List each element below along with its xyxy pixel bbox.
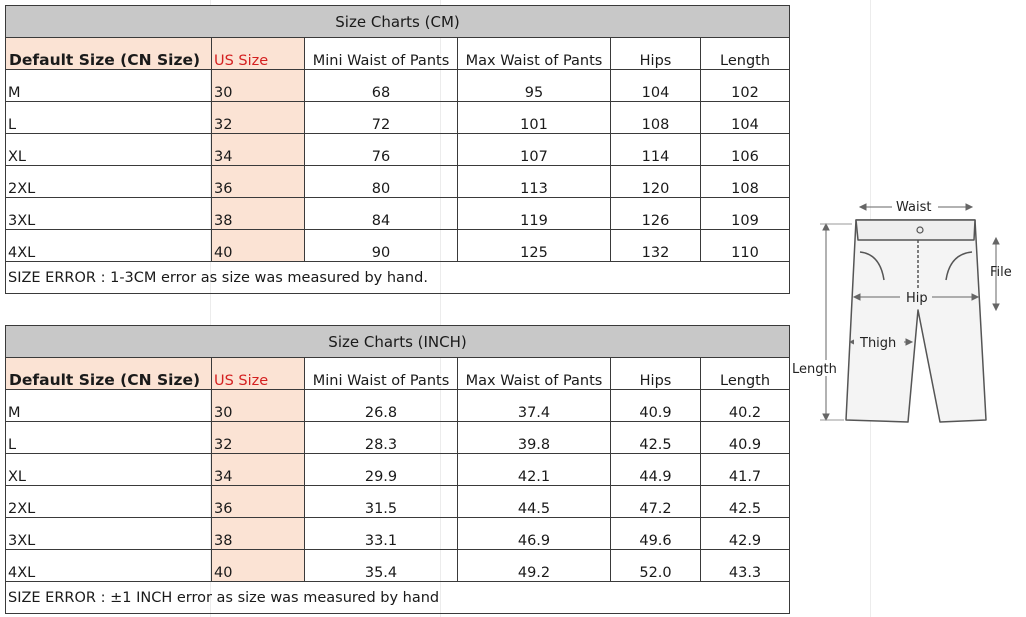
cell-max-waist: 113 bbox=[458, 166, 611, 198]
cell-max-waist: 107 bbox=[458, 134, 611, 166]
cell-max-waist: 101 bbox=[458, 102, 611, 134]
table-row bbox=[6, 70, 790, 102]
cell-us-size: 36 bbox=[212, 166, 305, 198]
cell-min-waist: 72 bbox=[305, 102, 458, 134]
col-header-us-size: US Size bbox=[212, 358, 305, 390]
cell-min-waist: 29.9 bbox=[305, 454, 458, 486]
col-header-max-waist: Max Waist of Pants bbox=[458, 358, 611, 390]
cell-cn-size: XL bbox=[6, 454, 212, 486]
cell-cn-size: 4XL bbox=[6, 550, 212, 582]
cell-us-size: 40 bbox=[212, 550, 305, 582]
cell-hips: 42.5 bbox=[611, 422, 701, 454]
table-row bbox=[6, 198, 790, 230]
table-row bbox=[6, 518, 790, 550]
col-header-length: Length bbox=[701, 358, 790, 390]
col-header-length: Length bbox=[701, 38, 790, 70]
cell-max-waist: 44.5 bbox=[458, 486, 611, 518]
table-header-row bbox=[6, 358, 790, 390]
cell-hips: 49.6 bbox=[611, 518, 701, 550]
table-row bbox=[6, 550, 790, 582]
table-title-row bbox=[6, 326, 790, 358]
col-header-min-waist: Mini Waist of Pants bbox=[305, 358, 458, 390]
cell-us-size: 36 bbox=[212, 486, 305, 518]
cell-hips: 40.9 bbox=[611, 390, 701, 422]
pants-outline bbox=[846, 220, 986, 422]
pants-diagram-svg bbox=[790, 190, 1026, 430]
table-title: Size Charts (CM) bbox=[6, 6, 790, 38]
table-row bbox=[6, 486, 790, 518]
col-header-hips: Hips bbox=[611, 38, 701, 70]
cell-length: 102 bbox=[701, 70, 790, 102]
cell-us-size: 38 bbox=[212, 198, 305, 230]
cell-length: 110 bbox=[701, 230, 790, 262]
cell-cn-size: XL bbox=[6, 134, 212, 166]
cell-hips: 104 bbox=[611, 70, 701, 102]
table-title-row bbox=[6, 6, 790, 38]
cell-us-size: 38 bbox=[212, 518, 305, 550]
cell-hips: 114 bbox=[611, 134, 701, 166]
cell-us-size: 34 bbox=[212, 454, 305, 486]
size-error-note: SIZE ERROR : ±1 INCH error as size was measured by hand bbox=[6, 582, 790, 614]
cell-cn-size: 2XL bbox=[6, 166, 212, 198]
pants-measurement-diagram bbox=[790, 190, 1026, 430]
cell-hips: 126 bbox=[611, 198, 701, 230]
cell-max-waist: 39.8 bbox=[458, 422, 611, 454]
cell-min-waist: 26.8 bbox=[305, 390, 458, 422]
cell-length: 104 bbox=[701, 102, 790, 134]
cell-min-waist: 84 bbox=[305, 198, 458, 230]
table-row bbox=[6, 390, 790, 422]
size-chart-cm bbox=[5, 5, 790, 294]
table-note-row bbox=[6, 262, 790, 294]
cell-cn-size: 3XL bbox=[6, 518, 212, 550]
cell-cn-size: 4XL bbox=[6, 230, 212, 262]
cell-cn-size: 3XL bbox=[6, 198, 212, 230]
cell-us-size: 40 bbox=[212, 230, 305, 262]
cell-length: 106 bbox=[701, 134, 790, 166]
cell-max-waist: 37.4 bbox=[458, 390, 611, 422]
table-row bbox=[6, 422, 790, 454]
table-row bbox=[6, 230, 790, 262]
table-title: Size Charts (INCH) bbox=[6, 326, 790, 358]
col-header-min-waist: Mini Waist of Pants bbox=[305, 38, 458, 70]
cell-us-size: 30 bbox=[212, 390, 305, 422]
table-note-row bbox=[6, 582, 790, 614]
table-row bbox=[6, 454, 790, 486]
col-header-cn-size: Default Size (CN Size) bbox=[6, 358, 212, 390]
cell-min-waist: 35.4 bbox=[305, 550, 458, 582]
cell-min-waist: 80 bbox=[305, 166, 458, 198]
hip-label: Hip bbox=[906, 291, 928, 306]
col-header-cn-size: Default Size (CN Size) bbox=[6, 38, 212, 70]
table-header-row bbox=[6, 38, 790, 70]
table-row bbox=[6, 166, 790, 198]
cell-max-waist: 49.2 bbox=[458, 550, 611, 582]
table-row bbox=[6, 134, 790, 166]
waistband bbox=[856, 220, 975, 240]
cell-max-waist: 125 bbox=[458, 230, 611, 262]
cell-min-waist: 33.1 bbox=[305, 518, 458, 550]
cell-hips: 47.2 bbox=[611, 486, 701, 518]
cell-max-waist: 42.1 bbox=[458, 454, 611, 486]
length-label: Length bbox=[792, 362, 837, 377]
waist-label: Waist bbox=[896, 200, 932, 215]
cell-hips: 52.0 bbox=[611, 550, 701, 582]
cell-length: 41.7 bbox=[701, 454, 790, 486]
cell-length: 108 bbox=[701, 166, 790, 198]
thigh-label: Thigh bbox=[860, 336, 897, 351]
cell-max-waist: 119 bbox=[458, 198, 611, 230]
col-header-max-waist: Max Waist of Pants bbox=[458, 38, 611, 70]
size-error-note: SIZE ERROR : 1-3CM error as size was measured by hand. bbox=[6, 262, 790, 294]
cell-cn-size: 2XL bbox=[6, 486, 212, 518]
cell-cn-size: M bbox=[6, 70, 212, 102]
cell-us-size: 32 bbox=[212, 422, 305, 454]
cell-cn-size: M bbox=[6, 390, 212, 422]
cell-length: 42.5 bbox=[701, 486, 790, 518]
cell-max-waist: 46.9 bbox=[458, 518, 611, 550]
file-label: File bbox=[990, 265, 1012, 280]
table-row bbox=[6, 102, 790, 134]
cell-us-size: 30 bbox=[212, 70, 305, 102]
cell-hips: 132 bbox=[611, 230, 701, 262]
cell-min-waist: 76 bbox=[305, 134, 458, 166]
cell-length: 43.3 bbox=[701, 550, 790, 582]
cell-length: 40.9 bbox=[701, 422, 790, 454]
cell-hips: 44.9 bbox=[611, 454, 701, 486]
cell-min-waist: 31.5 bbox=[305, 486, 458, 518]
cell-hips: 120 bbox=[611, 166, 701, 198]
cell-hips: 108 bbox=[611, 102, 701, 134]
cell-length: 109 bbox=[701, 198, 790, 230]
cell-cn-size: L bbox=[6, 422, 212, 454]
cell-length: 40.2 bbox=[701, 390, 790, 422]
col-header-us-size: US Size bbox=[212, 38, 305, 70]
cell-max-waist: 95 bbox=[458, 70, 611, 102]
col-header-hips: Hips bbox=[611, 358, 701, 390]
cell-min-waist: 68 bbox=[305, 70, 458, 102]
cell-min-waist: 90 bbox=[305, 230, 458, 262]
cell-min-waist: 28.3 bbox=[305, 422, 458, 454]
cell-us-size: 32 bbox=[212, 102, 305, 134]
size-chart-inch bbox=[5, 325, 790, 614]
cell-cn-size: L bbox=[6, 102, 212, 134]
cell-us-size: 34 bbox=[212, 134, 305, 166]
cell-length: 42.9 bbox=[701, 518, 790, 550]
